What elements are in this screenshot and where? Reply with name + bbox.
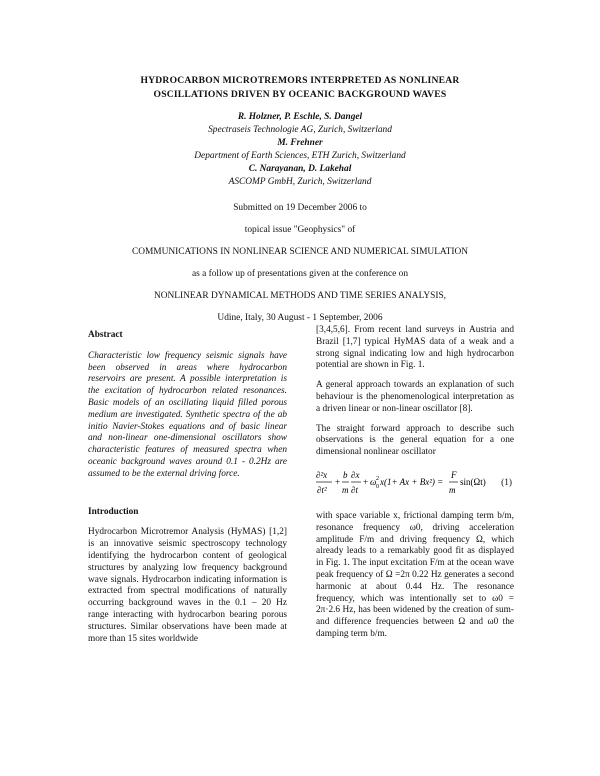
submission-line-1: Submitted on 19 December 2006 to [233, 203, 367, 213]
svg-text:sin(Ωt): sin(Ωt) [460, 476, 486, 487]
abstract-text: Characteristic low frequency seismic signals have been observed in areas where hydrocarbon reservoirs are present. A possible interpretation is the excitation of hydrocarbon related resonances. Basic models of an oscillating liquid filled porous medium are investigated. Synthetic spectra of the ab initio Navier-Stokes equations and of basic linear and non-linear one-dimensional oscillators show characteristic features of measured spectra when oceanic background waves around 0.1 - 0.2Hz are assumed to be the external driving force. [88, 350, 287, 479]
svg-text:∂t²: ∂t² [317, 484, 327, 495]
submission-note [60, 202, 540, 334]
submission-line-2: topical issue "Geophysics" of [244, 225, 356, 235]
conference-location: Udine, Italy, 30 August - 1 September, 2006 [217, 313, 383, 323]
author-names-3: C. Narayanan, D. Lakehal [248, 164, 352, 174]
left-column [88, 330, 287, 653]
submission-line-4: as a follow up of presentations given at the conference on [191, 269, 409, 279]
svg-text:∂x: ∂x [351, 469, 360, 480]
svg-text:+: + [363, 476, 369, 487]
affiliation-1: Spectraseis Technologie AG, Zurich, Switzerland [208, 125, 392, 135]
affiliation-3: ASCOMP GmbH, Zurich, Switzerland [228, 177, 372, 187]
right-paragraph-4: with space variable x, frictional damping term b/m, resonance frequency ω0, driving acceleration amplitude F/m and driving frequency Ω, which already leads to a remarkably good fit as displayed in Fig. 1. The input excitation F/m at the ocean wave peak frequency of Ω =2π 0.22 Hz generates a second harmonic at about 0.44 Hz. The resonance frequency, which was intentionally set to ω0 = 2π·2.6 Hz, has been widened by the creation of sum- and difference frequencies between Ω and ω0 the damping term b/m. [316, 510, 514, 639]
svg-text:m: m [449, 484, 456, 495]
title-line-1: HYDROCARBON MICROTREMORS INTERPRETED AS NONLINEAR [140, 75, 460, 86]
conference-name: NONLINEAR DYNAMICAL METHODS AND TIME SERIES ANALYSIS, [153, 291, 447, 301]
svg-text:∂²x: ∂²x [316, 469, 328, 480]
svg-text:x(1+ Ax + Bx²) =: x(1+ Ax + Bx²) = [380, 476, 444, 487]
svg-text:ω: ω [370, 476, 377, 487]
abstract-heading: Abstract [88, 330, 123, 340]
journal-name: COMMUNICATIONS IN NONLINEAR SCIENCE AND NUMERICAL SIMULATION [131, 247, 469, 257]
right-paragraph-2: A general approach towards an explanation of such behaviour is the phenomenological interpretation as a driven linear or non-linear oscillator [8]. [316, 380, 514, 414]
svg-text:+: + [335, 476, 341, 487]
affiliation-2: Department of Earth Sciences, ETH Zurich, Switzerland [194, 151, 406, 161]
svg-text:2: 2 [376, 475, 379, 482]
svg-text:∂t: ∂t [351, 484, 358, 495]
svg-text:m: m [342, 484, 349, 495]
paper-title [90, 74, 510, 102]
introduction-paragraph: Hydrocarbon Microtremor Analysis (HyMAS) [1,2] is an innovative seismic spectroscopy technology identifying the hydrocarbon content of geological structures by analyzing low frequency background wave signals. Hydrocarbon indicating information is extracted from spectral modifications of naturally occurring background waves in the 0.1 – 20 Hz range interacting with hydrocarbon bearing porous structures. Similar observations have been made at more than 15 sites worldwide [88, 527, 287, 644]
svg-text:0: 0 [376, 483, 379, 490]
svg-text:F: F [451, 469, 457, 480]
introduction-heading: Introduction [88, 506, 139, 517]
oscillator-equation [316, 467, 514, 501]
author-names-2: M. Frehner [277, 138, 323, 148]
right-paragraph-1: [3,4,5,6]. From recent land surveys in Austria and Brazil [1,7] typical HyMAS data of a weak and a strong signal indicating low and high hydrocarbon potential are shown in Fig. 1. [316, 325, 514, 371]
title-line-2: OSCILLATIONS DRIVEN BY OCEANIC BACKGROUND WAVES [153, 89, 447, 100]
author-block [100, 111, 500, 189]
equation-formula [316, 467, 486, 501]
svg-text:b: b [343, 469, 348, 480]
equation-number: (1) [501, 478, 512, 489]
right-paragraph-3: The straight forward approach to describe such observations is the general equation for a one dimensional nonlinear oscillator [316, 423, 514, 458]
right-column [316, 325, 514, 649]
author-names-1: R. Holzner, P. Eschle, S. Dangel [237, 112, 363, 122]
